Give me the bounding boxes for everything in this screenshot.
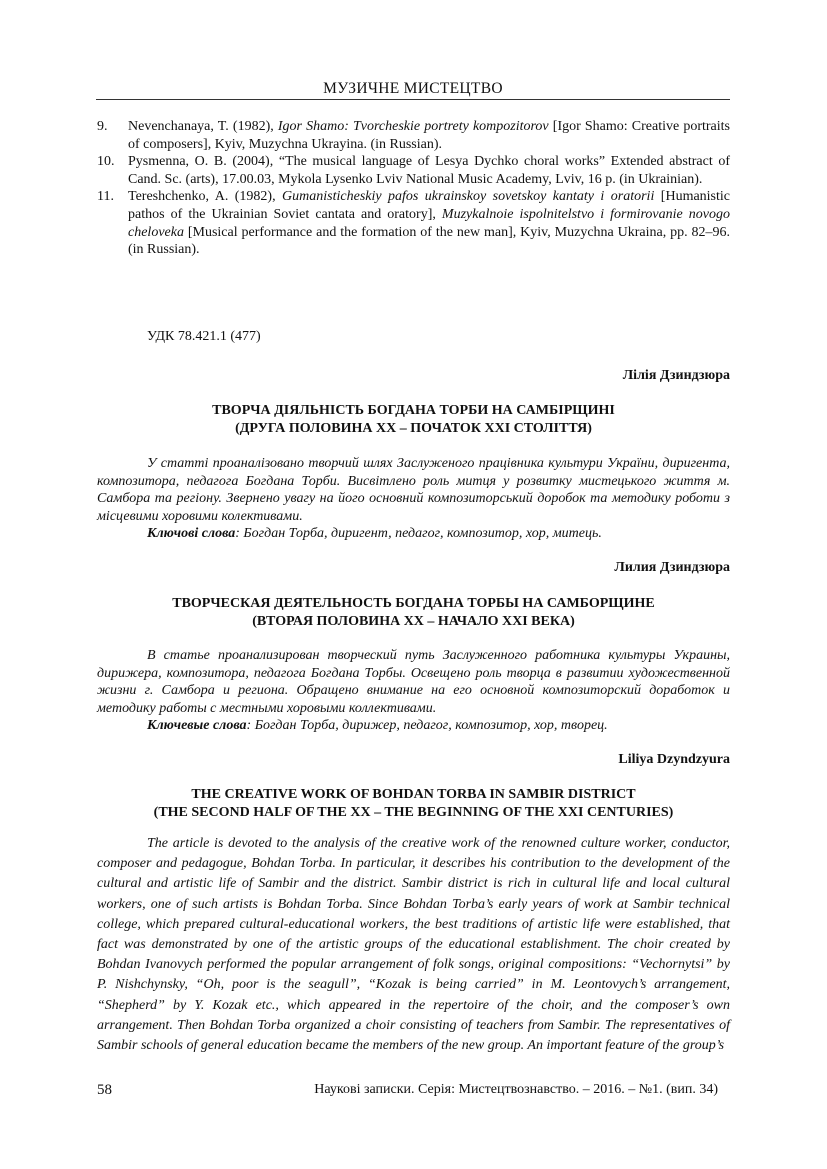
title-line: (THE SECOND HALF OF THE XX – THE BEGINNING OF THE XXI CENTURIES) [153, 804, 674, 820]
title-english [97, 786, 730, 821]
abstract-russian [97, 647, 730, 735]
keywords-line [97, 525, 730, 543]
reference-item [97, 153, 730, 188]
reference-title-italic: Muzykalnoie ispolnitelstvo i formirovanie novogo cheloveka [128, 206, 731, 240]
author-ukrainian: Лілія Дзиндзюра [622, 368, 730, 383]
keywords-line [97, 717, 730, 735]
references-list [97, 118, 730, 259]
author-russian: Лилия Дзиндзюра [614, 560, 730, 575]
abstract-text: The article is devoted to the analysis of the creative work of the renowned culture worker, conductor, composer and pedagogue, Bohdan Torba. In particular, it describes his contribution to the development of the cultural and artistic life of Sambir and the district. Sambir district is rich in cultural life and local cultural workers, one of such artists is Bohdan Torba. Since Bohdan Torba’s early years of work at Sambir technical college, which prepared cultural-educational workers, the best traditions of artistic life were established, that fact was demonstrated by one of the artistic groups of the educational establishment. The choir created by Bohdan Ivanovych performed the popular arrangement of folk songs, original compositions: “Vechornytsi” by P. Nishchynsky, “Oh, poor is the seagull”, “Kozak is being carried” in M. Leontovych’s arrangement, “Shepherd” by Y. Kozak etc., which appeared in the repertoire of the choir, and the composer’s own arrangement. Then Bohdan Torba organized a choir consisting of teachers from Sambir. The representatives of Sambir schools of general education became the members of the new group. An important feature of the group’s [97, 836, 730, 1054]
reference-item [97, 188, 730, 258]
keywords-text: : Богдан Торба, дирижер, педагог, композитор, хор, творец. [246, 718, 608, 734]
running-header: МУЗИЧНЕ МИСТЕЦТВО [323, 80, 503, 97]
reference-title-italic: Gumanisticheskiy pafos ukrainskoy sovetskoy kantaty i oratorii [282, 189, 655, 205]
reference-text-run: [Igor Shamo: Creative portraits of composers], Kyiv, Muzychna Ukrayina. (in Russian). [128, 119, 730, 152]
reference-text [128, 119, 730, 152]
title-line: ТВОРЧА ДІЯЛЬНІСТЬ БОГДАНА ТОРБИ НА САМБІРЩИНІ [212, 403, 615, 418]
author-english: Liliya Dzyndzyura [618, 752, 730, 767]
reference-text-run: [Humanistic pathos of the Ukrainian Soviet cantata and oratory], [128, 189, 730, 222]
keywords-label: Ключевые слова [147, 718, 247, 734]
journal-citation: Наукові записки. Серія: Мистецтвознавство. – 2016. – №1. (вип. 34) [314, 1082, 718, 1097]
title-line: ТВОРЧЕСКАЯ ДЕЯТЕЛЬНОСТЬ БОГДАНА ТОРБЫ НА САМБОРЩИНЕ [172, 596, 655, 611]
reference-text [128, 154, 730, 187]
page-number: 58 [97, 1082, 112, 1098]
reference-text-run: Tereshchenko, A. (1982), [128, 189, 283, 205]
title-ukrainian [97, 402, 730, 437]
keywords-label: Ключові слова [147, 526, 236, 542]
title-line: (ДРУГА ПОЛОВИНА ХХ – ПОЧАТОК ХХІ СТОЛІТТЯ) [235, 420, 592, 436]
reference-text [128, 189, 730, 257]
keywords-text: : Богдан Торба, диригент, педагог, композитор, хор, митець. [235, 526, 602, 542]
reference-title-italic: Igor Shamo: Tvorcheskie portrety kompozitorov [277, 119, 549, 134]
title-line: (ВТОРАЯ ПОЛОВИНА ХХ – НАЧАЛО ХХІ ВЕКА) [252, 613, 575, 629]
header-divider [96, 99, 730, 100]
reference-number: 11. [97, 189, 114, 205]
reference-text-run: [Musical performance and the formation of the new man], Kyiv, Muzychna Ukraina, pp. 82–96. (in Russian). [128, 224, 730, 258]
reference-text-run: Pysmenna, O. B. (2004), “The musical language of Lesya Dychko choral works” Extended abstract of Cand. Sc. (arts), 17.00.03, Mykola Lysenko Lviv National Music Academy, Lviv, 16 p. (in Ukrainian). [128, 154, 730, 187]
abstract-ukrainian [97, 455, 730, 543]
abstract-text: У статті проаналізовано творчий шлях Заслуженого працівника культури України, диригента, композитора, педагога Богдана Торби. Висвітлено роль митця у розвитку мистецького життя м. Самбора та регіону. Звернено увагу на його основний композиторський доробок та методику роботи з місцевими хоровими колективами. [97, 456, 730, 524]
reference-text-run: Nevenchanaya, T. (1982), [128, 119, 278, 134]
udk-code: УДК 78.421.1 (477) [147, 329, 261, 344]
title-line: THE CREATIVE WORK OF BOHDAN TORBA IN SAMBIR DISTRICT [191, 787, 636, 802]
abstract-english [97, 834, 730, 1056]
reference-number: 10. [97, 154, 115, 170]
reference-item [97, 118, 730, 153]
abstract-text: В статье проанализирован творческий путь Заслуженного работника культуры Украины, дирижера, композитора, педагога Богдана Торбы. Освещено роль творца в развитии художественной жизни г. Самбора и региона. Обращено внимание на его основной композиторский доработок и методику работы с местными хоровыми коллективами. [97, 648, 730, 716]
reference-number: 9. [97, 119, 108, 134]
title-russian [97, 595, 730, 630]
